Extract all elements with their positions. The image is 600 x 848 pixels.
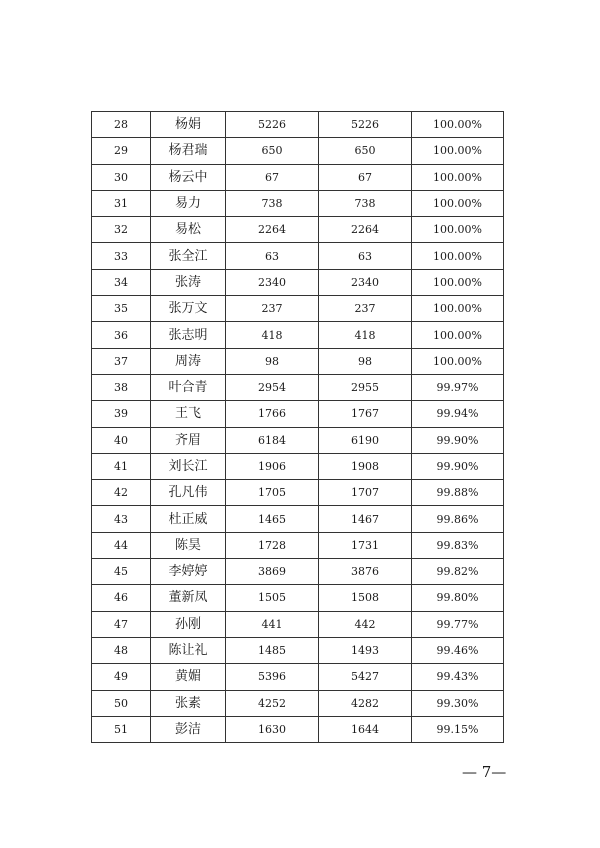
row-number-cell: 44 (92, 532, 151, 558)
row-number-cell: 47 (92, 611, 151, 637)
table-row (92, 322, 504, 348)
name-cell: 杨娟 (151, 112, 226, 138)
rate-cell: 99.83% (412, 532, 504, 558)
name-cell: 张素 (151, 690, 226, 716)
name-cell: 周涛 (151, 348, 226, 374)
table-row (92, 296, 504, 322)
count-b-cell: 6190 (319, 427, 412, 453)
name-cell: 易松 (151, 217, 226, 243)
row-number-cell: 30 (92, 164, 151, 190)
count-a-cell: 738 (226, 190, 319, 216)
row-number-cell: 37 (92, 348, 151, 374)
count-a-cell: 1630 (226, 716, 319, 742)
count-b-cell: 63 (319, 243, 412, 269)
name-cell: 杨君瑞 (151, 138, 226, 164)
count-b-cell: 1707 (319, 480, 412, 506)
row-number-cell: 31 (92, 190, 151, 216)
name-cell: 张全江 (151, 243, 226, 269)
table-row (92, 401, 504, 427)
name-cell: 孔凡伟 (151, 480, 226, 506)
table-row (92, 611, 504, 637)
rate-cell: 100.00% (412, 138, 504, 164)
rate-cell: 100.00% (412, 322, 504, 348)
count-a-cell: 441 (226, 611, 319, 637)
count-a-cell: 1728 (226, 532, 319, 558)
row-number-cell: 51 (92, 716, 151, 742)
rate-cell: 99.97% (412, 374, 504, 400)
count-a-cell: 3869 (226, 559, 319, 585)
rate-cell: 99.86% (412, 506, 504, 532)
rate-cell: 99.43% (412, 664, 504, 690)
table-row (92, 453, 504, 479)
row-number-cell: 40 (92, 427, 151, 453)
rate-cell: 100.00% (412, 269, 504, 295)
table-row (92, 427, 504, 453)
table-row (92, 217, 504, 243)
name-cell: 叶合青 (151, 374, 226, 400)
table-row (92, 664, 504, 690)
name-cell: 董新凤 (151, 585, 226, 611)
row-number-cell: 29 (92, 138, 151, 164)
row-number-cell: 50 (92, 690, 151, 716)
table-row (92, 269, 504, 295)
rate-cell: 99.90% (412, 427, 504, 453)
name-cell: 杨云中 (151, 164, 226, 190)
count-a-cell: 5226 (226, 112, 319, 138)
rate-cell: 100.00% (412, 112, 504, 138)
table-row (92, 716, 504, 742)
count-a-cell: 1906 (226, 453, 319, 479)
count-a-cell: 98 (226, 348, 319, 374)
count-a-cell: 4252 (226, 690, 319, 716)
count-a-cell: 1465 (226, 506, 319, 532)
page-number: — 7— (462, 763, 507, 781)
count-a-cell: 650 (226, 138, 319, 164)
row-number-cell: 34 (92, 269, 151, 295)
count-a-cell: 1766 (226, 401, 319, 427)
count-a-cell: 1705 (226, 480, 319, 506)
table-row (92, 690, 504, 716)
name-cell: 张志明 (151, 322, 226, 348)
rate-cell: 99.80% (412, 585, 504, 611)
rate-cell: 100.00% (412, 348, 504, 374)
rate-cell: 100.00% (412, 190, 504, 216)
table-row (92, 190, 504, 216)
row-number-cell: 28 (92, 112, 151, 138)
row-number-cell: 35 (92, 296, 151, 322)
count-b-cell: 1508 (319, 585, 412, 611)
table-row (92, 243, 504, 269)
count-a-cell: 2954 (226, 374, 319, 400)
row-number-cell: 42 (92, 480, 151, 506)
row-number-cell: 33 (92, 243, 151, 269)
name-cell: 孙刚 (151, 611, 226, 637)
table-row (92, 559, 504, 585)
count-a-cell: 1485 (226, 637, 319, 663)
count-b-cell: 5226 (319, 112, 412, 138)
row-number-cell: 45 (92, 559, 151, 585)
name-cell: 李婷婷 (151, 559, 226, 585)
count-a-cell: 6184 (226, 427, 319, 453)
name-cell: 张万文 (151, 296, 226, 322)
count-b-cell: 1767 (319, 401, 412, 427)
rate-cell: 99.82% (412, 559, 504, 585)
count-b-cell: 67 (319, 164, 412, 190)
rate-cell: 99.94% (412, 401, 504, 427)
name-cell: 黄媚 (151, 664, 226, 690)
count-b-cell: 2955 (319, 374, 412, 400)
count-b-cell: 1644 (319, 716, 412, 742)
count-b-cell: 4282 (319, 690, 412, 716)
count-b-cell: 237 (319, 296, 412, 322)
count-b-cell: 650 (319, 138, 412, 164)
rate-cell: 100.00% (412, 164, 504, 190)
row-number-cell: 43 (92, 506, 151, 532)
name-cell: 易力 (151, 190, 226, 216)
rate-cell: 99.77% (412, 611, 504, 637)
count-a-cell: 418 (226, 322, 319, 348)
table-row (92, 138, 504, 164)
count-b-cell: 3876 (319, 559, 412, 585)
count-a-cell: 1505 (226, 585, 319, 611)
table-row (92, 506, 504, 532)
table-row (92, 164, 504, 190)
table-row (92, 480, 504, 506)
count-a-cell: 67 (226, 164, 319, 190)
count-b-cell: 442 (319, 611, 412, 637)
count-a-cell: 5396 (226, 664, 319, 690)
count-b-cell: 1731 (319, 532, 412, 558)
rate-cell: 100.00% (412, 296, 504, 322)
name-cell: 陈昊 (151, 532, 226, 558)
count-b-cell: 1493 (319, 637, 412, 663)
name-cell: 王飞 (151, 401, 226, 427)
table-row (92, 348, 504, 374)
row-number-cell: 38 (92, 374, 151, 400)
rate-cell: 100.00% (412, 217, 504, 243)
rate-cell: 99.30% (412, 690, 504, 716)
count-b-cell: 5427 (319, 664, 412, 690)
row-number-cell: 46 (92, 585, 151, 611)
row-number-cell: 32 (92, 217, 151, 243)
count-b-cell: 98 (319, 348, 412, 374)
name-cell: 刘长江 (151, 453, 226, 479)
table-row (92, 585, 504, 611)
count-b-cell: 1908 (319, 453, 412, 479)
count-a-cell: 63 (226, 243, 319, 269)
row-number-cell: 48 (92, 637, 151, 663)
count-b-cell: 2264 (319, 217, 412, 243)
count-b-cell: 418 (319, 322, 412, 348)
count-b-cell: 1467 (319, 506, 412, 532)
rate-cell: 99.88% (412, 480, 504, 506)
count-b-cell: 2340 (319, 269, 412, 295)
name-cell: 张涛 (151, 269, 226, 295)
row-number-cell: 41 (92, 453, 151, 479)
table-row (92, 532, 504, 558)
table-row (92, 374, 504, 400)
table-body (92, 112, 504, 743)
row-number-cell: 49 (92, 664, 151, 690)
row-number-cell: 39 (92, 401, 151, 427)
row-number-cell: 36 (92, 322, 151, 348)
table-row (92, 112, 504, 138)
count-a-cell: 237 (226, 296, 319, 322)
name-cell: 陈让礼 (151, 637, 226, 663)
count-a-cell: 2340 (226, 269, 319, 295)
rate-cell: 99.90% (412, 453, 504, 479)
rate-cell: 99.46% (412, 637, 504, 663)
table-row (92, 637, 504, 663)
data-table (91, 111, 504, 743)
rate-cell: 99.15% (412, 716, 504, 742)
name-cell: 齐眉 (151, 427, 226, 453)
name-cell: 彭洁 (151, 716, 226, 742)
rate-cell: 100.00% (412, 243, 504, 269)
count-b-cell: 738 (319, 190, 412, 216)
name-cell: 杜正威 (151, 506, 226, 532)
count-a-cell: 2264 (226, 217, 319, 243)
